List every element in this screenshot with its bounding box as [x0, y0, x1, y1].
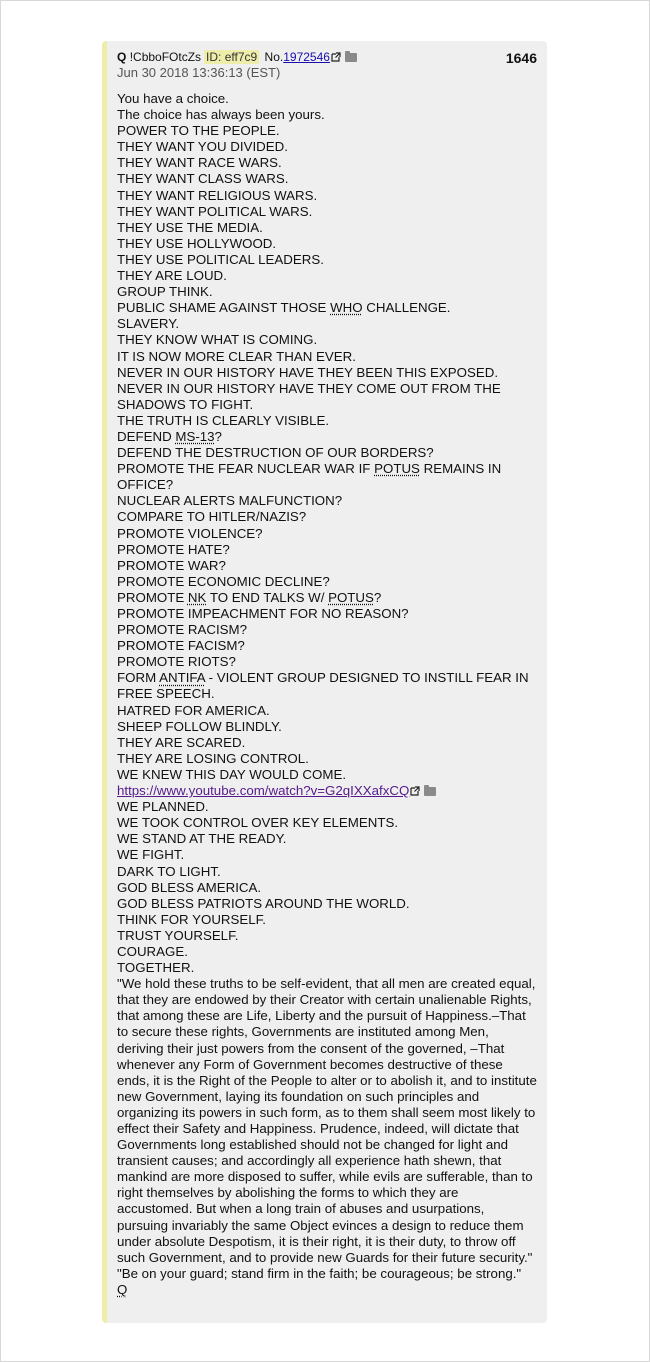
post-line — [117, 606, 537, 622]
line-text: WE KNEW THIS DAY WOULD COME. — [117, 766, 347, 782]
post-line — [117, 622, 537, 638]
post-line — [117, 815, 537, 831]
line-text: You have a choice. — [117, 91, 229, 106]
line-text: THEY WANT RELIGIOUS WARS. — [117, 187, 318, 203]
line-text: - VIOLENT GROUP DESIGNED TO INSTILL FEAR IN FREE SPEECH. — [117, 670, 529, 702]
post-line — [117, 155, 537, 171]
external-link-icon[interactable] — [410, 786, 420, 796]
line-text: THEY USE THE MEDIA. — [117, 219, 263, 235]
line-text: TO END TALKS W/ — [206, 589, 329, 605]
post-line — [117, 188, 537, 204]
line-text: DEFEND THE DESTRUCTION OF OUR BORDERS? — [117, 445, 434, 461]
post-line — [117, 1266, 537, 1282]
post-line — [117, 542, 537, 558]
folder-icon[interactable] — [424, 787, 436, 796]
line-text: NUCLEAR ALERTS MALFUNCTION? — [117, 493, 343, 509]
abbreviation: NK — [187, 589, 207, 605]
line-text: PROMOTE — [117, 589, 188, 605]
post-line — [117, 864, 537, 880]
post-line — [117, 799, 537, 815]
line-text: THEY ARE SCARED. — [117, 734, 246, 750]
line-text: PROMOTE RIOTS? — [117, 654, 236, 670]
line-text: THEY ARE LOUD. — [117, 268, 227, 284]
post-line — [117, 509, 537, 525]
line-text: THEY WANT POLITICAL WARS. — [117, 203, 313, 219]
line-text: PUBLIC SHAME AGAINST THOSE — [117, 300, 331, 316]
line-text: GOD BLESS AMERICA. — [117, 879, 262, 895]
line-text: TRUST YOURSELF. — [117, 927, 239, 943]
post-line — [117, 960, 537, 976]
post-line — [117, 574, 537, 590]
post-line — [117, 831, 537, 847]
post-line — [117, 654, 537, 670]
post-line — [117, 847, 537, 863]
post-line — [117, 493, 537, 509]
post-line — [117, 284, 537, 300]
line-text: SLAVERY. — [117, 316, 180, 332]
line-text: SHEEP FOLLOW BLINDLY. — [117, 718, 282, 734]
line-text: THEY USE HOLLYWOOD. — [117, 235, 277, 251]
post-line — [117, 107, 537, 123]
poster-name — [117, 50, 201, 64]
line-text: REMAINS IN OFFICE? — [117, 461, 502, 493]
post-line — [117, 751, 537, 767]
line-text: NEVER IN OUR HISTORY HAVE THEY BEEN THIS EXPOSED. — [117, 364, 499, 380]
line-text: WE STAND AT THE READY. — [117, 831, 287, 847]
line-text: THEY WANT CLASS WARS. — [117, 171, 289, 187]
post-line — [117, 365, 537, 381]
line-text: The choice has always been yours. — [117, 107, 325, 123]
line-text: PROMOTE VIOLENCE? — [117, 525, 263, 541]
line-text: THEY WANT YOU DIVIDED. — [117, 139, 288, 155]
post-line — [117, 558, 537, 574]
external-link-icon[interactable] — [331, 52, 341, 62]
post-line — [117, 91, 537, 107]
post-container — [102, 41, 547, 1323]
post-line — [117, 429, 537, 445]
line-text: PROMOTE RACISM? — [117, 622, 248, 638]
line-text: ? — [373, 589, 382, 605]
signature: Q — [117, 1281, 128, 1297]
post-line — [117, 944, 537, 960]
post-line — [117, 526, 537, 542]
post-line — [117, 171, 537, 187]
line-text: FORM — [117, 670, 160, 686]
line-text: COURAGE. — [117, 943, 188, 959]
poster-tripcode: !CbboFOtcZs — [129, 50, 202, 64]
post-line — [117, 783, 537, 799]
poster-id-badge[interactable]: ID: eff7c9 — [206, 50, 258, 64]
post-line — [117, 1282, 537, 1298]
post-line — [117, 332, 537, 348]
line-text: THEY ARE LOSING CONTROL. — [117, 750, 309, 766]
line-text: "We hold these truths to be self-evident, that all men are created equal, that they are endowed by their Creator with certain unalienable Rights, that among these are Life, Liberty and the pursuit of Happiness.–That to secure these rights, Governments are instituted among Men, deriving their just powers from the consent of the governed, –That whenever any Form of Government becomes destructive of these ends, it is the Right of the People to alter or to abolish it, and to institute new Government, laying its foundation on such principles and organizing its powers in such form, as to them shall seem most likely to effect their Safety and Happiness. Prudence, indeed, will dictate that Governments long established should not be changed for light and transient causes; and accordingly all experience hath shewn, that mankind are more disposed to suffer, while evils are sufferable, than to right themselves by abolishing the forms to which they are accustomed. But when a long train of abuses and usurpations, pursuing invariably the same Object evinces a design to reduce them under absolute Despotism, it is their right, it is their duty, to throw off such Government, and to provide new Guards for their future security." — [117, 976, 537, 1265]
line-text: PROMOTE IMPEACHMENT FOR NO REASON? — [117, 606, 409, 621]
post-line — [117, 670, 537, 702]
line-text: IT IS NOW MORE CLEAR THAN EVER. — [117, 348, 356, 364]
post-number: 1646 — [505, 50, 537, 66]
line-text: HATRED FOR AMERICA. — [117, 702, 270, 718]
post-line — [117, 590, 537, 606]
folder-icon[interactable] — [345, 53, 357, 62]
post-line — [117, 268, 537, 284]
line-text: DARK TO LIGHT. — [117, 863, 221, 879]
line-text: WE FIGHT. — [117, 847, 185, 863]
post-line — [117, 638, 537, 654]
abbreviation: ANTIFA — [159, 670, 205, 686]
line-text: NEVER IN OUR HISTORY HAVE THEY COME OUT FROM THE SHADOWS TO FIGHT. — [117, 380, 501, 412]
post-line — [117, 912, 537, 928]
post-line — [117, 236, 537, 252]
post-line — [117, 767, 537, 783]
line-text: PROMOTE HATE? — [117, 541, 230, 557]
post-line — [117, 316, 537, 332]
abbreviation: WHO — [330, 300, 363, 316]
abbreviation: POTUS — [374, 461, 420, 477]
post-line — [117, 349, 537, 365]
post-line — [117, 735, 537, 751]
poster-name-prefix: Q — [117, 50, 127, 64]
post-line — [117, 300, 537, 316]
line-text: PROMOTE THE FEAR NUCLEAR WAR IF — [117, 461, 375, 477]
post-body — [117, 91, 537, 1298]
line-text: CHALLENGE. — [362, 300, 451, 316]
post-ref-link[interactable]: 1972546 — [283, 50, 330, 64]
line-text: WE TOOK CONTROL OVER KEY ELEMENTS. — [117, 815, 399, 831]
post-line — [117, 381, 537, 413]
post-line — [117, 445, 537, 461]
line-text: PROMOTE WAR? — [117, 557, 226, 573]
line-text: ? — [214, 428, 222, 444]
post-header — [117, 49, 537, 65]
post-line — [117, 413, 537, 429]
line-text: "Be on your guard; stand firm in the faith; be courageous; be strong." — [117, 1265, 522, 1281]
line-text: GOD BLESS PATRIOTS AROUND THE WORLD. — [117, 895, 410, 911]
post-line — [117, 139, 537, 155]
line-text: PROMOTE FACISM? — [117, 638, 245, 654]
post-no-label: No. — [264, 50, 284, 64]
line-text: TOGETHER. — [117, 960, 195, 976]
post-line — [117, 204, 537, 220]
post-line — [117, 880, 537, 896]
post-line — [117, 461, 537, 493]
abbreviation: MS-13 — [175, 428, 215, 444]
line-text: THINK FOR YOURSELF. — [117, 911, 266, 927]
line-text: THE TRUTH IS CLEARLY VISIBLE. — [117, 412, 330, 428]
abbreviation: POTUS — [328, 589, 374, 605]
line-text: THEY KNOW WHAT IS COMING. — [117, 332, 318, 348]
line-text: THEY WANT RACE WARS. — [117, 155, 282, 171]
post-line — [117, 976, 537, 1266]
line-text: THEY USE POLITICAL LEADERS. — [117, 251, 324, 267]
post-line — [117, 896, 537, 912]
line-text: PROMOTE ECONOMIC DECLINE? — [117, 573, 330, 589]
post-line — [117, 719, 537, 735]
post-line — [117, 220, 537, 236]
post-line — [117, 928, 537, 944]
post-line — [117, 252, 537, 268]
line-text: POWER TO THE PEOPLE. — [117, 123, 280, 139]
post-line — [117, 703, 537, 719]
line-text: DEFEND — [117, 428, 176, 444]
line-text: WE PLANNED. — [117, 799, 209, 815]
line-text: COMPARE TO HITLER/NAZIS? — [117, 509, 307, 525]
post-date: Jun 30 2018 13:36:13 (EST) — [117, 65, 281, 80]
post-line — [117, 123, 537, 139]
youtube-link[interactable]: https://www.youtube.com/watch?v=G2qIXXafxCQ — [117, 783, 410, 799]
line-text: GROUP THINK. — [117, 284, 213, 300]
